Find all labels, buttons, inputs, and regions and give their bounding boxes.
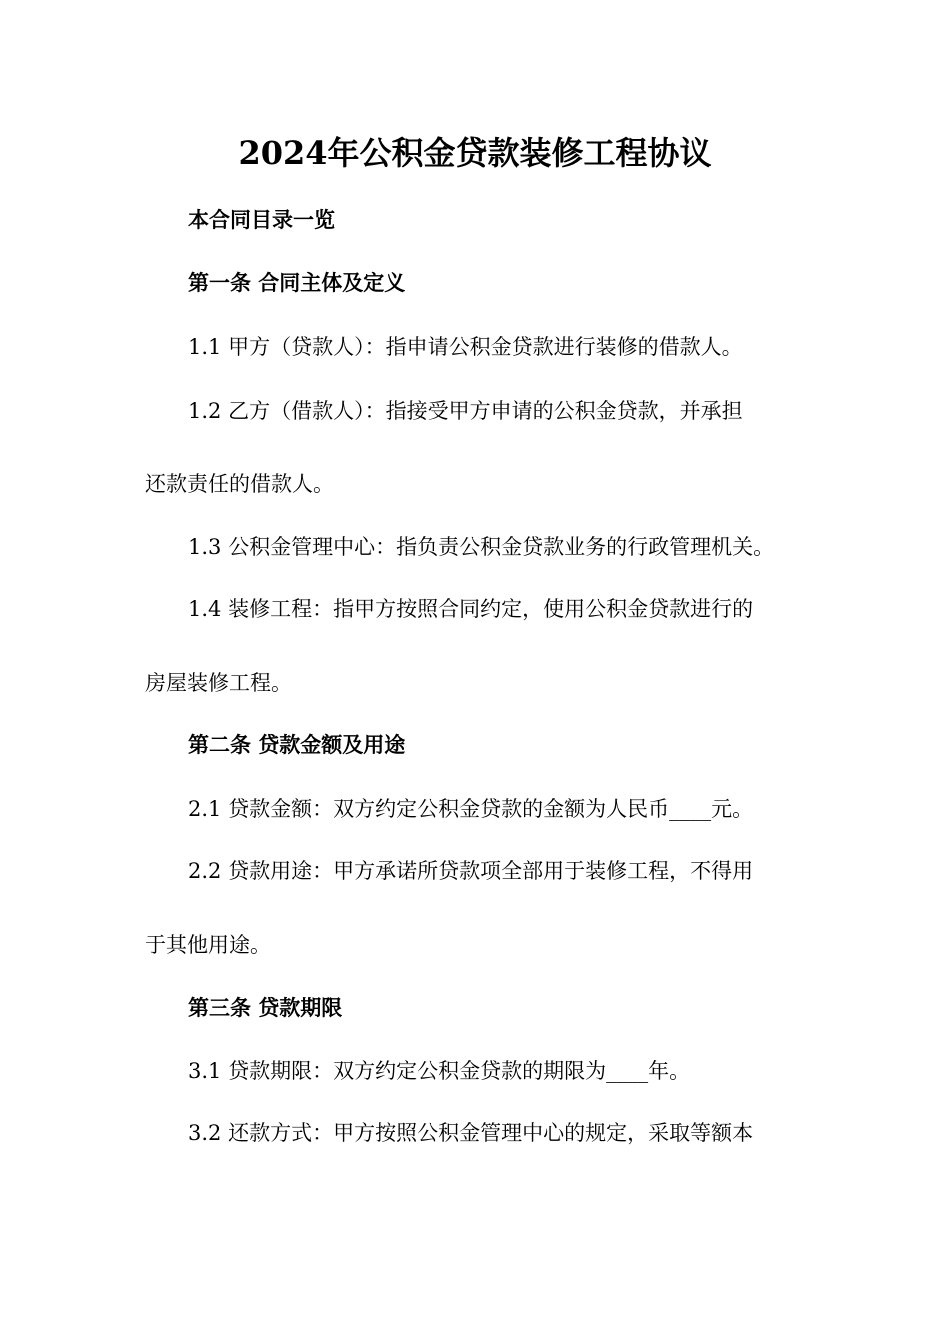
clause-1-4-line-2: 房屋装修工程。 <box>145 671 292 695</box>
clause-1-2-line-1: 1.2 乙方（借款人）：指接受甲方申请的公积金贷款，并承担 <box>188 399 743 423</box>
document-title: 2024年公积金贷款装修工程协议 <box>238 134 712 172</box>
clause-2-2-line-1: 2.2 贷款用途：甲方承诺所贷款项全部用于装修工程，不得用 <box>188 859 754 883</box>
toc-heading: 本合同目录一览 <box>188 207 335 232</box>
clause-1-1: 1.1 甲方（贷款人）：指申请公积金贷款进行装修的借款人。 <box>188 335 743 359</box>
section-3-heading: 第三条 贷款期限 <box>188 995 343 1020</box>
clause-2-1: 2.1 贷款金额：双方约定公积金贷款的金额为人民币____元。 <box>188 797 754 821</box>
clause-1-2-line-2: 还款责任的借款人。 <box>145 472 334 496</box>
clause-2-2-line-2: 于其他用途。 <box>145 933 271 957</box>
section-2-heading: 第二条 贷款金额及用途 <box>188 732 406 757</box>
section-1-heading: 第一条 合同主体及定义 <box>188 270 406 295</box>
clause-1-3: 1.3 公积金管理中心：指负责公积金贷款业务的行政管理机关。 <box>188 535 775 559</box>
clause-3-2-line-1: 3.2 还款方式：甲方按照公积金管理中心的规定，采取等额本 <box>188 1121 754 1145</box>
clause-1-4-line-1: 1.4 装修工程：指甲方按照合同约定，使用公积金贷款进行的 <box>188 597 754 621</box>
clause-3-1: 3.1 贷款期限：双方约定公积金贷款的期限为____年。 <box>188 1059 691 1083</box>
